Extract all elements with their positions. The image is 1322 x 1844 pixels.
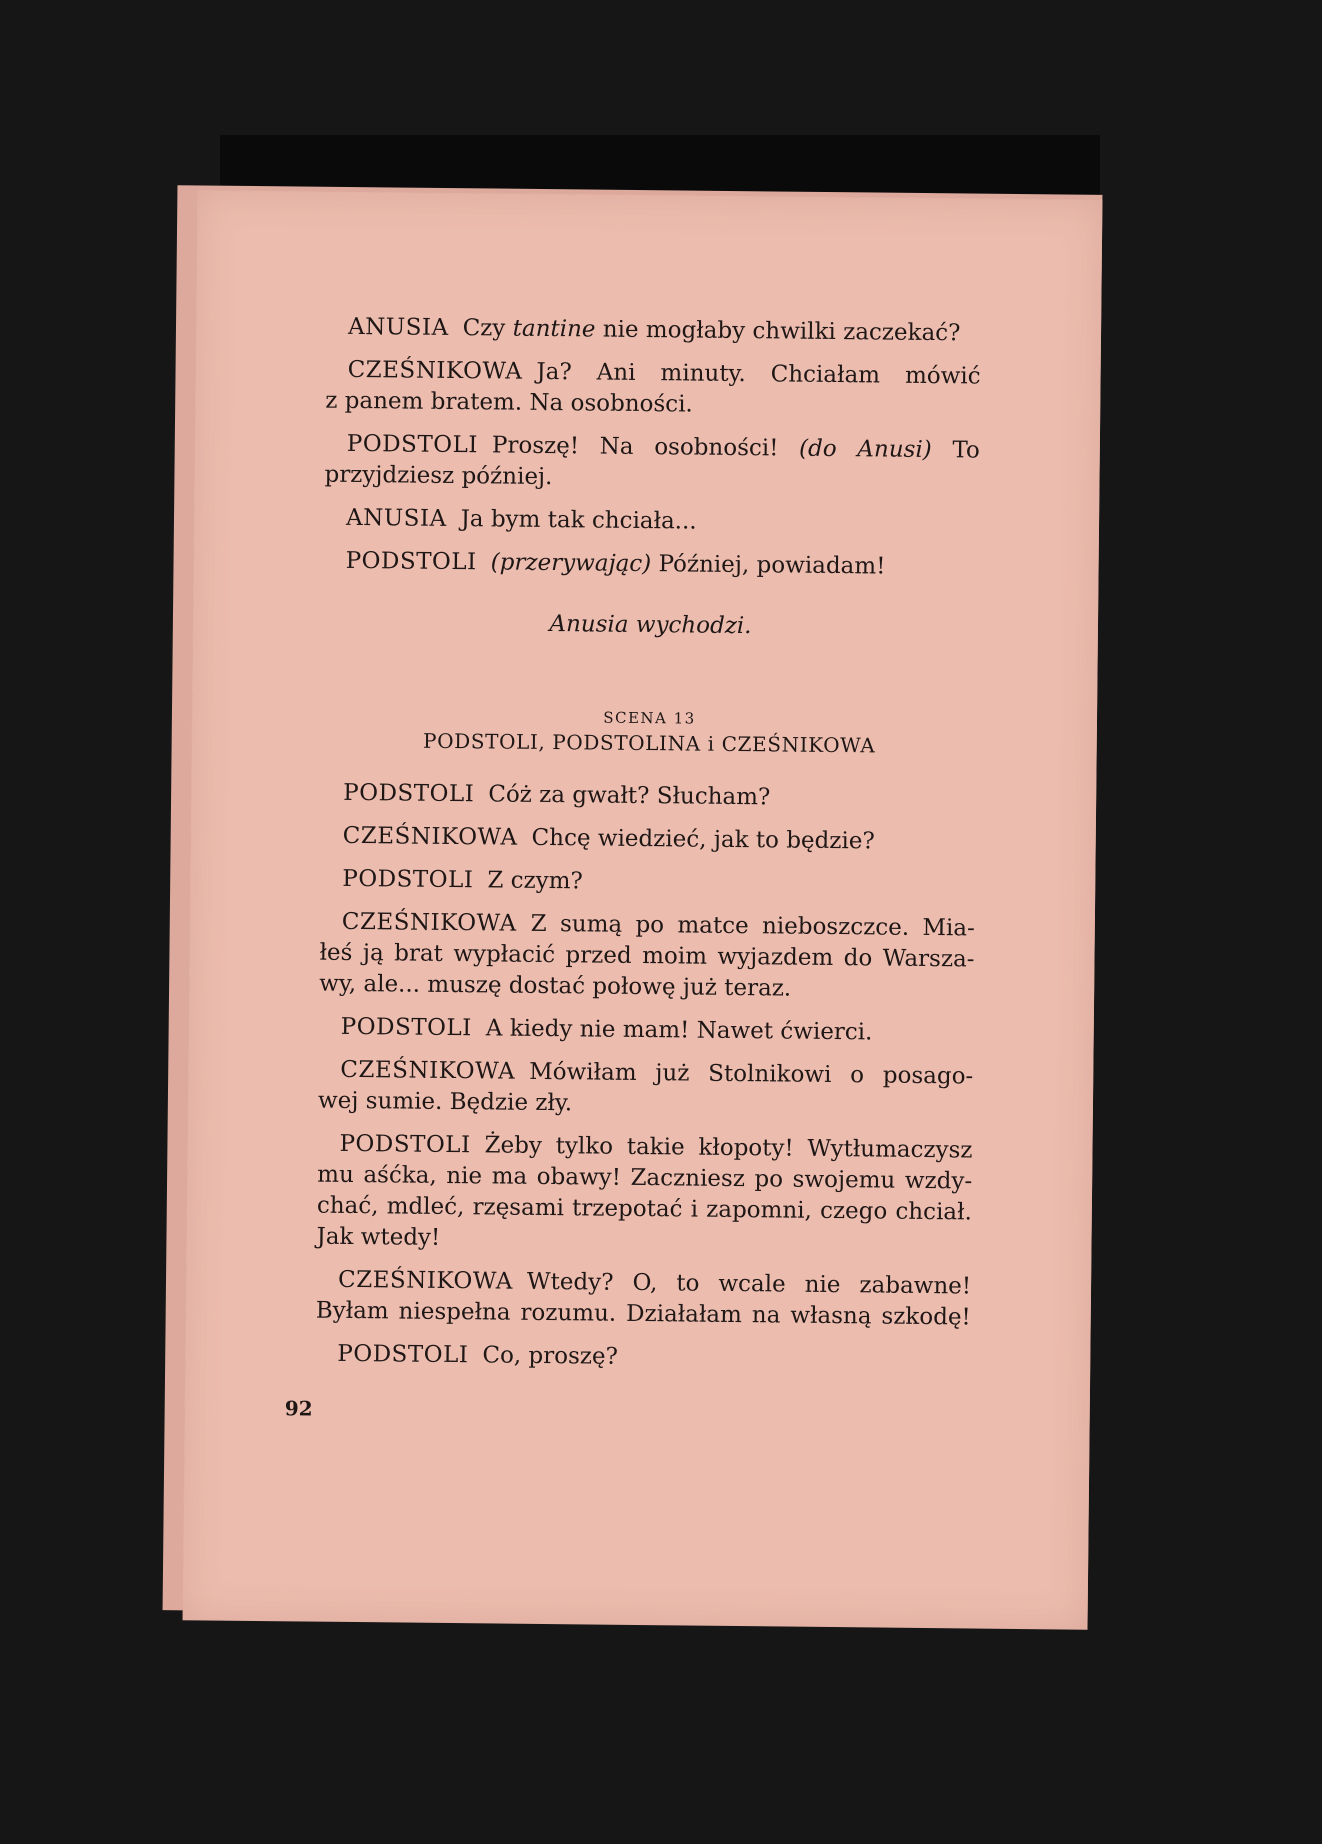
stage-note: tantine [512, 315, 596, 343]
speech [325, 355, 981, 424]
speech-line [319, 1012, 974, 1050]
speaker-name: ANUSIA [345, 504, 447, 532]
dialogue-text: Chcę wiedzieć, jak to będzie? [531, 824, 875, 855]
speech [323, 546, 978, 584]
speech [315, 1339, 970, 1377]
dialogue-text: Z czym? [487, 867, 583, 895]
page-content [315, 312, 981, 1389]
speaker-name: PODSTOLI [343, 779, 475, 808]
speech [316, 1129, 972, 1260]
dialogue-block-scene [315, 778, 976, 1377]
speech [320, 864, 975, 902]
dialogue-text: mu aśćka, nie ma obawy! Zaczniesz po swojemu wzdy- [317, 1161, 973, 1195]
speech [319, 1012, 974, 1050]
page-number: 92 [284, 1396, 313, 1421]
speech [324, 503, 979, 541]
speech-line [324, 503, 979, 541]
line-text [463, 315, 961, 346]
line-text [531, 825, 874, 855]
line-text [482, 1342, 618, 1369]
speaker-name: PODSTOLI [342, 865, 474, 894]
speech-line [326, 312, 981, 350]
dialogue-text: To [931, 437, 980, 464]
speech-line [321, 778, 976, 816]
speech-line [323, 546, 978, 584]
speech-line [316, 1296, 971, 1334]
scene-heading: SCENA 13 [603, 708, 696, 728]
speaker-name: CZEŚNIKOWA [340, 1056, 516, 1085]
dialogue-text: Jak wtedy! [316, 1223, 441, 1251]
dialogue-text: z panem bratem. Na osobności. [325, 387, 693, 418]
speech [326, 312, 981, 350]
dialogue-text: Ja? Ani minuty. Chciałam mówić [536, 358, 981, 390]
line-text [529, 1059, 973, 1090]
dialogue-text: A kiedy nie mam! Nawet ćwierci. [485, 1015, 873, 1046]
dialogue-text: Proszę! Na osobności! [491, 432, 800, 462]
line-text [491, 549, 886, 579]
speech [316, 1265, 972, 1334]
speech [321, 821, 976, 859]
dialogue-text: Co, proszę? [482, 1342, 619, 1370]
line-text [325, 388, 693, 418]
dialogue-text: łeś ją brat wypłacić przed moim wyjazdem do Warsza- [319, 939, 975, 973]
dialogue-text: wy, ale... muszę dostać połowę już teraz. [319, 970, 792, 1002]
dialogue-text: Wtedy? O, to wcale nie zabawne! [526, 1268, 972, 1300]
dialogue-text: nie mogłaby chwilki zaczekać? [595, 316, 961, 347]
speaker-name: CZEŚNIKOWA [337, 1266, 514, 1295]
stage-note: (do Anusi) [798, 435, 932, 464]
speaker-name: CZEŚNIKOWA [342, 822, 518, 851]
dialogue-text: Mówiłam już Stolnikowi o posago- [529, 1058, 974, 1090]
line-text [531, 911, 975, 942]
dialogue-text: wej sumie. Będzie zły. [317, 1087, 573, 1117]
dialogue-text: przyjdziesz później. [324, 461, 553, 491]
dialogue-text: Z sumą po matce nieboszczce. Mia- [530, 910, 975, 942]
speech [324, 429, 980, 498]
speech-line [315, 1339, 970, 1377]
speech [318, 1055, 974, 1124]
speech-line [321, 821, 976, 859]
speaker-name: PODSTOLI [337, 1340, 469, 1369]
line-text [318, 1088, 572, 1117]
speaker-name: CZEŚNIKOWA [341, 908, 517, 937]
dialogue-block-top [323, 312, 981, 584]
speaker-name: ANUSIA [347, 313, 449, 341]
line-text [317, 1162, 972, 1195]
stage-note: (przerywając) [490, 549, 652, 578]
dialogue-text: Żeby tylko takie kłopoty! Wytłumaczysz [484, 1132, 973, 1164]
line-text [319, 940, 974, 973]
line-text [316, 1298, 971, 1331]
book-page [183, 190, 1103, 1629]
line-text [487, 867, 583, 894]
line-text [492, 432, 980, 463]
line-text [488, 781, 770, 810]
dialogue-text: Byłam niespełna rozumu. Działałam na własną szkodę! [315, 1297, 971, 1331]
line-text [486, 1015, 873, 1045]
line-text [319, 971, 791, 1002]
line-text [461, 506, 697, 534]
scene-characters: PODSTOLI, PODSTOLINA i CZEŚNIKOWA [422, 728, 876, 758]
speaker-name: PODSTOLI [339, 1130, 471, 1159]
speaker-name: CZEŚNIKOWA [347, 356, 523, 385]
line-text [316, 1224, 440, 1251]
speech-line [320, 864, 975, 902]
dialogue-text: Później, powiadam! [651, 551, 886, 580]
dialogue-text: Cóż za gwałt? Słucham? [488, 781, 771, 811]
line-text [317, 1193, 972, 1226]
speech [321, 778, 976, 816]
line-text [484, 1132, 972, 1163]
dialogue-text: chać, mdleć, rzęsami trzepotać i zapomni, czego chciał. [316, 1192, 972, 1226]
speaker-name: PODSTOLI [345, 547, 477, 576]
dialogue-text: Czy [462, 315, 513, 342]
line-text [536, 359, 980, 390]
speech [319, 907, 975, 1007]
speaker-name: PODSTOLI [346, 430, 479, 459]
dialogue-text: Ja bym tak chciała... [460, 506, 697, 535]
line-text [324, 462, 552, 490]
stage-direction: Anusia wychodzi. [549, 611, 752, 640]
scanner-shadow [220, 135, 1100, 195]
speaker-name: PODSTOLI [340, 1013, 472, 1042]
line-text [527, 1269, 971, 1300]
